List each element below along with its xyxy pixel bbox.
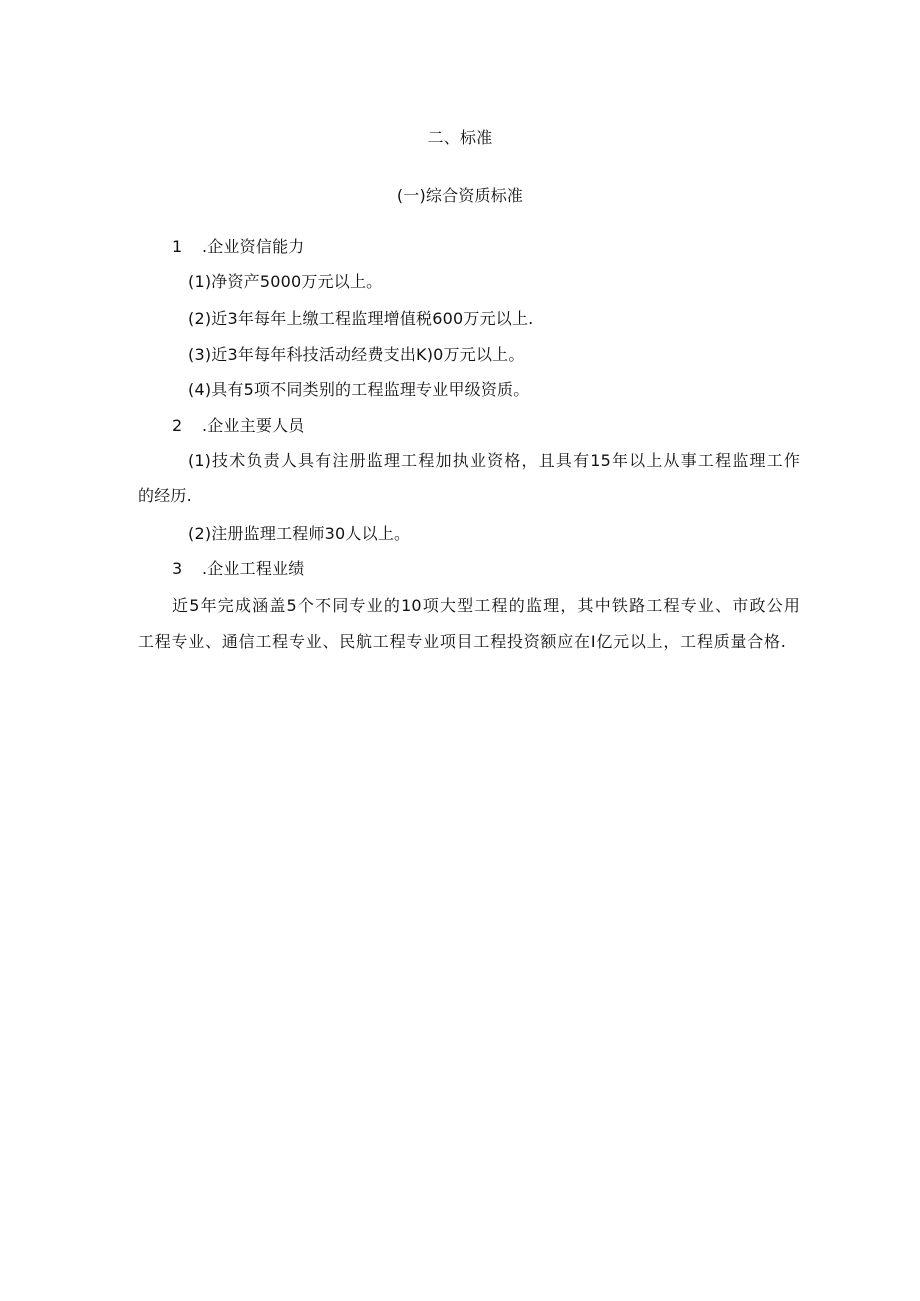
heading-number: 3 xyxy=(172,559,183,578)
heading-number: 2 xyxy=(172,416,183,435)
heading-text: .企业资信能力 xyxy=(202,237,305,256)
item-performance-line1: 近5年完成涵盖5个不同专业的10项大型工程的监理，其中铁路工程专业、市政公用 xyxy=(172,596,800,615)
heading-number: 1 xyxy=(172,237,183,256)
section-title: 二、标准 xyxy=(427,128,493,147)
heading-text: .企业工程业绩 xyxy=(202,559,305,578)
subsection-title: (一)综合资质标准 xyxy=(396,186,524,205)
item-performance-line2: 工程专业、通信工程专业、民航工程专业项目工程投资额应在I亿元以上，工程质量合格. xyxy=(138,632,786,651)
item-vat: (2)近3年每年上缴工程监理增值税600万元以上. xyxy=(188,309,534,328)
heading-text: .企业主要人员 xyxy=(202,416,305,435)
heading-credit-capacity xyxy=(172,237,305,257)
item-registered-engineers: (2)注册监理工程师30人以上。 xyxy=(188,524,411,543)
item-technical-lead-line1: (1)技术负责人具有注册监理工程加执业资格，且具有15年以上从事工程监理工作 xyxy=(188,451,800,470)
item-technical-lead-line2: 的经历. xyxy=(138,486,192,505)
item-rnd-expense: (3)近3年每年科技活动经费支出K)0万元以上。 xyxy=(188,345,525,364)
heading-main-personnel xyxy=(172,416,305,436)
item-qualifications: (4)具有5项不同类别的工程监理专业甲级资质。 xyxy=(188,380,530,399)
item-net-assets: (1)净资产5000万元以上。 xyxy=(188,272,383,291)
heading-performance xyxy=(172,559,305,579)
